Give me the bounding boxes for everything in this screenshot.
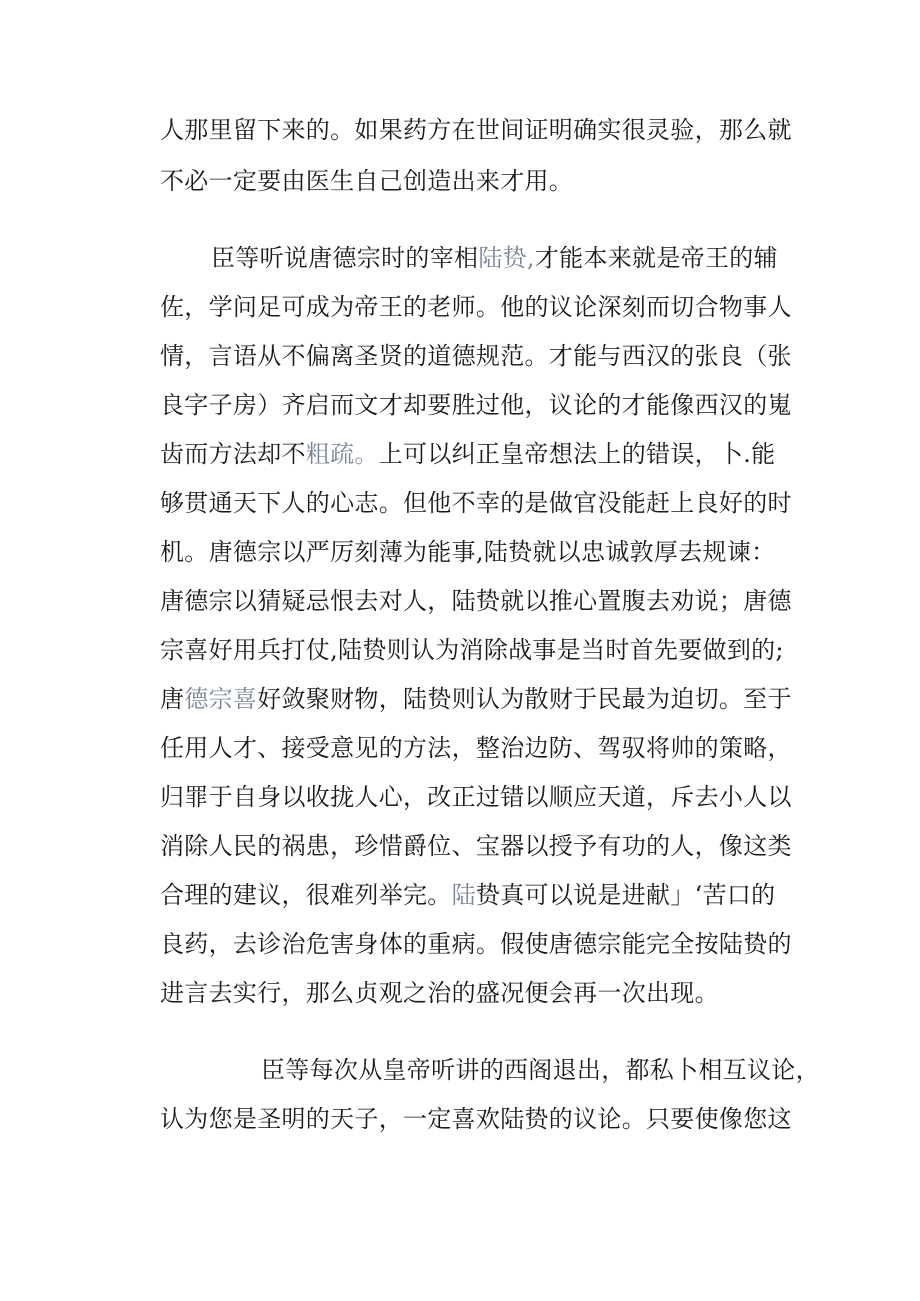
highlighted-text: 陆贽,	[478, 244, 535, 272]
highlighted-text: 粗疏。	[305, 440, 379, 468]
paragraph-2-line-9: 宗喜好用兵打仗,陆贽则认为消除战事是当时首先要做到的;	[160, 636, 784, 664]
text-segment: 贽真可以说是进献」‘苦口的	[475, 881, 776, 909]
paragraph-2-line-3: 情，言语从不偏离圣贤的道德规范。才能与西汉的张良（张	[160, 342, 792, 370]
paragraph-2-line-4: 良字子房）齐启而文才却要胜过他，议论的才能像西汉的嵬	[160, 391, 792, 419]
paragraph-2-line-11: 任用人才、接受意见的方法，整治边防、驾驭将帅的策略，	[160, 734, 792, 762]
paragraph-3-line-2: 认为您是圣明的天子，一定喜欢陆贽的议论。只要使像您这	[160, 1105, 792, 1133]
paragraph-2-line-2: 佐，学问足可成为帝王的老师。他的议论深刻而切合物事人	[160, 293, 792, 321]
text-segment: 唐	[160, 685, 185, 713]
text-segment: 才能本来就是帝王的辅	[534, 244, 778, 272]
highlighted-text: 陆	[451, 881, 476, 909]
paragraph-2-line-1	[211, 236, 831, 280]
paragraph-2-line-14	[160, 873, 780, 917]
text-segment: 合理的建议，很难列举完。	[160, 881, 452, 909]
paragraph-3-line-1: 臣等每次从皇帝听讲的西阁退出，都私卜相互议论，	[261, 1056, 820, 1084]
text-segment: 臣等听说唐德宗时的宰相	[211, 244, 479, 272]
text-segment: 齿而方法却不	[160, 440, 306, 468]
paragraph-2-line-8: 唐德宗以猜疑忌恨去对人，陆贽就以推心置腹去劝说；唐德	[160, 587, 792, 615]
paragraph-2-line-12: 归罪于自身以收拢人心，改正过错以顺应天道，斥去小人以	[160, 783, 792, 811]
paragraph-2-line-13: 消除人民的祸患，珍惜爵位、宝器以授予有功的人，像这类	[160, 832, 792, 860]
paragraph-2-line-16: 进言去实行，那么贞观之治的盛况便会再一次出现。	[160, 979, 719, 1007]
text-segment: 好敛聚财物，陆贽则认为散财于民最为迫切。至于	[257, 685, 792, 713]
paragraph-2-line-6: 够贯通天下人的心志。但他不幸的是做官没能赶上良好的时	[160, 489, 792, 517]
text-segment: 上可以纠正皇帝想法上的错误，卜.能	[378, 440, 776, 468]
paragraph-2-line-7: 机。唐德宗以严厉刻薄为能事,陆贽就以忠诚敦厚去规谏：	[160, 538, 776, 566]
paragraph-2-line-5	[160, 432, 780, 476]
paragraph-1-line-2: 不必一定要由医生自己创造出来才用。	[160, 167, 574, 195]
paragraph-1-line-1: 人那里留下来的。如果药方在世间证明确实很灵验，那么就	[160, 116, 792, 144]
paragraph-2-line-10	[160, 677, 792, 721]
highlighted-text: 德宗喜	[184, 685, 258, 713]
paragraph-2-line-15: 良药，去诊治危害身体的重病。假使唐德宗能完全按陆贽的	[160, 930, 792, 958]
